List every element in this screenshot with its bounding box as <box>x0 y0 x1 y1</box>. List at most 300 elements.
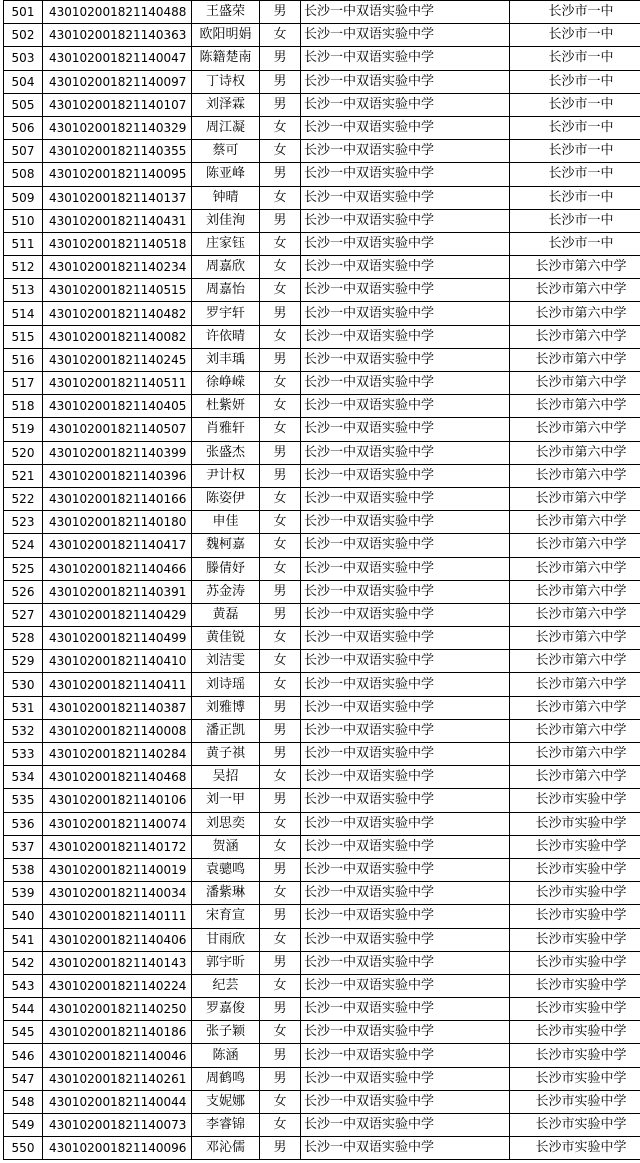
row-number-cell: 522 <box>4 487 43 510</box>
origin-school-cell: 长沙一中双语实验中学 <box>301 557 510 580</box>
table-row <box>4 627 640 650</box>
table-row <box>4 140 640 163</box>
row-number-cell: 520 <box>4 441 43 464</box>
table-row <box>4 905 640 928</box>
origin-school-cell: 长沙一中双语实验中学 <box>301 719 510 742</box>
admitted-school-cell: 长沙市第六中学 <box>510 325 640 348</box>
student-name-cell: 罗嘉俊 <box>192 998 260 1021</box>
row-number-cell: 510 <box>4 209 43 232</box>
table-row <box>4 534 640 557</box>
row-number-cell: 514 <box>4 302 43 325</box>
gender-cell: 男 <box>260 163 301 186</box>
origin-school-cell: 长沙一中双语实验中学 <box>301 93 510 116</box>
origin-school-cell: 长沙一中双语实验中学 <box>301 928 510 951</box>
student-id-cell: 430102001821140047 <box>43 47 192 70</box>
admitted-school-cell: 长沙市第六中学 <box>510 487 640 510</box>
table-row <box>4 487 640 510</box>
table-row <box>4 1 640 24</box>
gender-cell: 女 <box>260 372 301 395</box>
student-id-cell: 430102001821140406 <box>43 928 192 951</box>
student-id-cell: 430102001821140482 <box>43 302 192 325</box>
origin-school-cell: 长沙一中双语实验中学 <box>301 256 510 279</box>
gender-cell: 女 <box>260 650 301 673</box>
student-name-cell: 刘佳洵 <box>192 209 260 232</box>
gender-cell: 女 <box>260 882 301 905</box>
student-name-cell: 李睿锦 <box>192 1114 260 1137</box>
row-number-cell: 549 <box>4 1114 43 1137</box>
student-name-cell: 刘洁雯 <box>192 650 260 673</box>
student-id-cell: 430102001821140166 <box>43 487 192 510</box>
gender-cell: 男 <box>260 998 301 1021</box>
origin-school-cell: 长沙一中双语实验中学 <box>301 905 510 928</box>
student-id-cell: 430102001821140095 <box>43 163 192 186</box>
gender-cell: 男 <box>260 70 301 93</box>
gender-cell: 男 <box>260 93 301 116</box>
student-id-cell: 430102001821140466 <box>43 557 192 580</box>
table-row <box>4 464 640 487</box>
row-number-cell: 524 <box>4 534 43 557</box>
row-number-cell: 528 <box>4 627 43 650</box>
gender-cell: 男 <box>260 743 301 766</box>
student-name-cell: 宋育宣 <box>192 905 260 928</box>
admitted-school-cell: 长沙市实验中学 <box>510 1114 640 1137</box>
admitted-school-cell: 长沙市第六中学 <box>510 673 640 696</box>
row-number-cell: 535 <box>4 789 43 812</box>
admitted-school-cell: 长沙市实验中学 <box>510 998 640 1021</box>
table-row <box>4 209 640 232</box>
table-row <box>4 858 640 881</box>
gender-cell: 男 <box>260 302 301 325</box>
student-name-cell: 吴招 <box>192 766 260 789</box>
admitted-school-cell: 长沙市一中 <box>510 93 640 116</box>
table-row <box>4 348 640 371</box>
table-row <box>4 650 640 673</box>
gender-cell: 男 <box>260 719 301 742</box>
admitted-school-cell: 长沙市第六中学 <box>510 395 640 418</box>
gender-cell: 女 <box>260 673 301 696</box>
origin-school-cell: 长沙一中双语实验中学 <box>301 696 510 719</box>
student-id-cell: 430102001821140186 <box>43 1021 192 1044</box>
admitted-school-cell: 长沙市一中 <box>510 209 640 232</box>
table-row <box>4 256 640 279</box>
origin-school-cell: 长沙一中双语实验中学 <box>301 627 510 650</box>
student-id-cell: 430102001821140250 <box>43 998 192 1021</box>
origin-school-cell: 长沙一中双语实验中学 <box>301 998 510 1021</box>
student-name-cell: 黄磊 <box>192 603 260 626</box>
origin-school-cell: 长沙一中双语实验中学 <box>301 603 510 626</box>
table-row <box>4 1044 640 1067</box>
gender-cell: 女 <box>260 232 301 255</box>
gender-cell: 女 <box>260 511 301 534</box>
student-name-cell: 张子颖 <box>192 1021 260 1044</box>
student-name-cell: 杜紫妍 <box>192 395 260 418</box>
table-row <box>4 603 640 626</box>
admitted-school-cell: 长沙市一中 <box>510 1 640 24</box>
origin-school-cell: 长沙一中双语实验中学 <box>301 487 510 510</box>
admitted-school-cell: 长沙市第六中学 <box>510 719 640 742</box>
student-name-cell: 肖雅轩 <box>192 418 260 441</box>
table-row <box>4 70 640 93</box>
student-name-cell: 支妮娜 <box>192 1090 260 1113</box>
admitted-school-cell: 长沙市实验中学 <box>510 974 640 997</box>
admitted-school-cell: 长沙市实验中学 <box>510 858 640 881</box>
table-row <box>4 743 640 766</box>
student-name-cell: 刘丰瑀 <box>192 348 260 371</box>
row-number-cell: 519 <box>4 418 43 441</box>
admitted-school-cell: 长沙市实验中学 <box>510 1021 640 1044</box>
student-id-cell: 430102001821140008 <box>43 719 192 742</box>
origin-school-cell: 长沙一中双语实验中学 <box>301 858 510 881</box>
student-id-cell: 430102001821140468 <box>43 766 192 789</box>
gender-cell: 女 <box>260 279 301 302</box>
admitted-school-cell: 长沙市第六中学 <box>510 441 640 464</box>
admitted-school-cell: 长沙市实验中学 <box>510 835 640 858</box>
table-row <box>4 395 640 418</box>
origin-school-cell: 长沙一中双语实验中学 <box>301 534 510 557</box>
student-id-cell: 430102001821140431 <box>43 209 192 232</box>
gender-cell: 男 <box>260 464 301 487</box>
student-id-cell: 430102001821140507 <box>43 418 192 441</box>
admitted-school-cell: 长沙市一中 <box>510 47 640 70</box>
row-number-cell: 541 <box>4 928 43 951</box>
student-name-cell: 许依晴 <box>192 325 260 348</box>
origin-school-cell: 长沙一中双语实验中学 <box>301 464 510 487</box>
table-row <box>4 928 640 951</box>
gender-cell: 女 <box>260 928 301 951</box>
student-name-cell: 张盛杰 <box>192 441 260 464</box>
table-row <box>4 974 640 997</box>
row-number-cell: 511 <box>4 232 43 255</box>
origin-school-cell: 长沙一中双语实验中学 <box>301 163 510 186</box>
student-name-cell: 罗宇轩 <box>192 302 260 325</box>
table-row <box>4 1137 640 1160</box>
student-id-cell: 430102001821140096 <box>43 1137 192 1160</box>
table-row <box>4 812 640 835</box>
student-name-cell: 周江凝 <box>192 116 260 139</box>
gender-cell: 男 <box>260 348 301 371</box>
origin-school-cell: 长沙一中双语实验中学 <box>301 209 510 232</box>
gender-cell: 女 <box>260 534 301 557</box>
student-name-cell: 陈亚峰 <box>192 163 260 186</box>
origin-school-cell: 长沙一中双语实验中学 <box>301 1021 510 1044</box>
origin-school-cell: 长沙一中双语实验中学 <box>301 951 510 974</box>
table-row <box>4 24 640 47</box>
admitted-school-cell: 长沙市第六中学 <box>510 418 640 441</box>
student-name-cell: 刘雅博 <box>192 696 260 719</box>
student-id-cell: 430102001821140019 <box>43 858 192 881</box>
origin-school-cell: 长沙一中双语实验中学 <box>301 372 510 395</box>
row-number-cell: 502 <box>4 24 43 47</box>
student-id-cell: 430102001821140355 <box>43 140 192 163</box>
student-name-cell: 庄家钰 <box>192 232 260 255</box>
origin-school-cell: 长沙一中双语实验中学 <box>301 441 510 464</box>
student-name-cell: 陈涵 <box>192 1044 260 1067</box>
student-name-cell: 刘思奕 <box>192 812 260 835</box>
row-number-cell: 503 <box>4 47 43 70</box>
admitted-school-cell: 长沙市实验中学 <box>510 882 640 905</box>
origin-school-cell: 长沙一中双语实验中学 <box>301 1137 510 1160</box>
row-number-cell: 513 <box>4 279 43 302</box>
row-number-cell: 529 <box>4 650 43 673</box>
admitted-school-cell: 长沙市第六中学 <box>510 743 640 766</box>
student-name-cell: 徐峥嵘 <box>192 372 260 395</box>
table-row <box>4 372 640 395</box>
gender-cell: 女 <box>260 395 301 418</box>
table-row <box>4 1067 640 1090</box>
row-number-cell: 534 <box>4 766 43 789</box>
table-row <box>4 719 640 742</box>
student-name-cell: 蔡可 <box>192 140 260 163</box>
origin-school-cell: 长沙一中双语实验中学 <box>301 70 510 93</box>
origin-school-cell: 长沙一中双语实验中学 <box>301 418 510 441</box>
table-row <box>4 302 640 325</box>
student-id-cell: 430102001821140284 <box>43 743 192 766</box>
student-name-cell: 尹计权 <box>192 464 260 487</box>
student-id-cell: 430102001821140429 <box>43 603 192 626</box>
gender-cell: 女 <box>260 1090 301 1113</box>
student-id-cell: 430102001821140399 <box>43 441 192 464</box>
origin-school-cell: 长沙一中双语实验中学 <box>301 766 510 789</box>
student-name-cell: 贺涵 <box>192 835 260 858</box>
gender-cell: 女 <box>260 325 301 348</box>
student-id-cell: 430102001821140234 <box>43 256 192 279</box>
admitted-school-cell: 长沙市第六中学 <box>510 766 640 789</box>
admitted-school-cell: 长沙市第六中学 <box>510 534 640 557</box>
gender-cell: 女 <box>260 974 301 997</box>
student-id-cell: 430102001821140097 <box>43 70 192 93</box>
origin-school-cell: 长沙一中双语实验中学 <box>301 511 510 534</box>
admitted-school-cell: 长沙市实验中学 <box>510 1090 640 1113</box>
student-name-cell: 欧阳明娟 <box>192 24 260 47</box>
table-row <box>4 93 640 116</box>
row-number-cell: 504 <box>4 70 43 93</box>
origin-school-cell: 长沙一中双语实验中学 <box>301 1090 510 1113</box>
row-number-cell: 505 <box>4 93 43 116</box>
row-number-cell: 540 <box>4 905 43 928</box>
origin-school-cell: 长沙一中双语实验中学 <box>301 47 510 70</box>
gender-cell: 女 <box>260 186 301 209</box>
row-number-cell: 517 <box>4 372 43 395</box>
origin-school-cell: 长沙一中双语实验中学 <box>301 650 510 673</box>
table-row <box>4 1114 640 1137</box>
gender-cell: 男 <box>260 1067 301 1090</box>
admitted-school-cell: 长沙市第六中学 <box>510 580 640 603</box>
row-number-cell: 533 <box>4 743 43 766</box>
gender-cell: 男 <box>260 47 301 70</box>
row-number-cell: 536 <box>4 812 43 835</box>
table-row <box>4 418 640 441</box>
gender-cell: 男 <box>260 858 301 881</box>
student-name-cell: 魏柯嘉 <box>192 534 260 557</box>
student-id-cell: 430102001821140387 <box>43 696 192 719</box>
table-row <box>4 186 640 209</box>
student-id-cell: 430102001821140137 <box>43 186 192 209</box>
student-id-cell: 430102001821140396 <box>43 464 192 487</box>
gender-cell: 男 <box>260 789 301 812</box>
student-name-cell: 甘雨欣 <box>192 928 260 951</box>
student-name-cell: 周鹤鸣 <box>192 1067 260 1090</box>
gender-cell: 女 <box>260 418 301 441</box>
gender-cell: 男 <box>260 1044 301 1067</box>
student-id-cell: 430102001821140410 <box>43 650 192 673</box>
gender-cell: 女 <box>260 627 301 650</box>
student-id-cell: 430102001821140329 <box>43 116 192 139</box>
origin-school-cell: 长沙一中双语实验中学 <box>301 395 510 418</box>
origin-school-cell: 长沙一中双语实验中学 <box>301 974 510 997</box>
admitted-school-cell: 长沙市一中 <box>510 70 640 93</box>
table-row <box>4 441 640 464</box>
student-id-cell: 430102001821140488 <box>43 1 192 24</box>
table-row <box>4 557 640 580</box>
admitted-school-cell: 长沙市实验中学 <box>510 928 640 951</box>
origin-school-cell: 长沙一中双语实验中学 <box>301 140 510 163</box>
table-row <box>4 1090 640 1113</box>
origin-school-cell: 长沙一中双语实验中学 <box>301 116 510 139</box>
gender-cell: 男 <box>260 441 301 464</box>
student-name-cell: 黄子祺 <box>192 743 260 766</box>
admitted-school-cell: 长沙市第六中学 <box>510 302 640 325</box>
student-name-cell: 苏金涛 <box>192 580 260 603</box>
row-number-cell: 526 <box>4 580 43 603</box>
gender-cell: 男 <box>260 696 301 719</box>
table-row <box>4 232 640 255</box>
student-id-cell: 430102001821140143 <box>43 951 192 974</box>
gender-cell: 女 <box>260 487 301 510</box>
table-row <box>4 766 640 789</box>
student-id-cell: 430102001821140044 <box>43 1090 192 1113</box>
gender-cell: 男 <box>260 951 301 974</box>
origin-school-cell: 长沙一中双语实验中学 <box>301 835 510 858</box>
student-name-cell: 王盛荣 <box>192 1 260 24</box>
row-number-cell: 532 <box>4 719 43 742</box>
student-name-cell: 潘正凯 <box>192 719 260 742</box>
row-number-cell: 545 <box>4 1021 43 1044</box>
table-row <box>4 47 640 70</box>
student-id-cell: 430102001821140046 <box>43 1044 192 1067</box>
student-id-cell: 430102001821140391 <box>43 580 192 603</box>
table-row <box>4 580 640 603</box>
student-name-cell: 郭宇昕 <box>192 951 260 974</box>
admitted-school-cell: 长沙市第六中学 <box>510 650 640 673</box>
gender-cell: 男 <box>260 580 301 603</box>
origin-school-cell: 长沙一中双语实验中学 <box>301 1067 510 1090</box>
table-row <box>4 116 640 139</box>
gender-cell: 女 <box>260 116 301 139</box>
row-number-cell: 509 <box>4 186 43 209</box>
student-name-cell: 周嘉怡 <box>192 279 260 302</box>
gender-cell: 女 <box>260 766 301 789</box>
admitted-school-cell: 长沙市实验中学 <box>510 905 640 928</box>
student-id-cell: 430102001821140518 <box>43 232 192 255</box>
origin-school-cell: 长沙一中双语实验中学 <box>301 1044 510 1067</box>
student-id-cell: 430102001821140034 <box>43 882 192 905</box>
row-number-cell: 550 <box>4 1137 43 1160</box>
student-name-cell: 丁诗权 <box>192 70 260 93</box>
row-number-cell: 531 <box>4 696 43 719</box>
table-row <box>4 325 640 348</box>
student-id-cell: 430102001821140082 <box>43 325 192 348</box>
student-id-cell: 430102001821140180 <box>43 511 192 534</box>
table-row <box>4 279 640 302</box>
admitted-school-cell: 长沙市第六中学 <box>510 348 640 371</box>
gender-cell: 女 <box>260 256 301 279</box>
row-number-cell: 515 <box>4 325 43 348</box>
admitted-school-cell: 长沙市一中 <box>510 140 640 163</box>
gender-cell: 女 <box>260 140 301 163</box>
origin-school-cell: 长沙一中双语实验中学 <box>301 279 510 302</box>
admitted-school-cell: 长沙市第六中学 <box>510 603 640 626</box>
origin-school-cell: 长沙一中双语实验中学 <box>301 789 510 812</box>
gender-cell: 女 <box>260 812 301 835</box>
row-number-cell: 508 <box>4 163 43 186</box>
origin-school-cell: 长沙一中双语实验中学 <box>301 302 510 325</box>
admitted-school-cell: 长沙市一中 <box>510 116 640 139</box>
admitted-school-cell: 长沙市实验中学 <box>510 1044 640 1067</box>
admitted-school-cell: 长沙市第六中学 <box>510 696 640 719</box>
admitted-school-cell: 长沙市一中 <box>510 163 640 186</box>
student-name-cell: 袁骢鸣 <box>192 858 260 881</box>
origin-school-cell: 长沙一中双语实验中学 <box>301 24 510 47</box>
student-id-cell: 430102001821140417 <box>43 534 192 557</box>
row-number-cell: 507 <box>4 140 43 163</box>
student-name-cell: 陈姿伊 <box>192 487 260 510</box>
admitted-school-cell: 长沙市第六中学 <box>510 511 640 534</box>
admitted-school-cell: 长沙市一中 <box>510 232 640 255</box>
student-name-cell: 滕倩妤 <box>192 557 260 580</box>
row-number-cell: 506 <box>4 116 43 139</box>
student-name-cell: 潘紫琳 <box>192 882 260 905</box>
student-id-cell: 430102001821140499 <box>43 627 192 650</box>
admitted-school-cell: 长沙市一中 <box>510 186 640 209</box>
row-number-cell: 512 <box>4 256 43 279</box>
row-number-cell: 543 <box>4 974 43 997</box>
table-row <box>4 1021 640 1044</box>
student-id-cell: 430102001821140405 <box>43 395 192 418</box>
student-id-cell: 430102001821140106 <box>43 789 192 812</box>
student-name-cell: 刘泽霖 <box>192 93 260 116</box>
origin-school-cell: 长沙一中双语实验中学 <box>301 673 510 696</box>
admitted-school-cell: 长沙市第六中学 <box>510 557 640 580</box>
origin-school-cell: 长沙一中双语实验中学 <box>301 1114 510 1137</box>
admitted-school-cell: 长沙市第六中学 <box>510 256 640 279</box>
roster-body <box>4 1 640 1160</box>
admitted-school-cell: 长沙市实验中学 <box>510 1067 640 1090</box>
origin-school-cell: 长沙一中双语实验中学 <box>301 232 510 255</box>
origin-school-cell: 长沙一中双语实验中学 <box>301 743 510 766</box>
origin-school-cell: 长沙一中双语实验中学 <box>301 348 510 371</box>
row-number-cell: 547 <box>4 1067 43 1090</box>
origin-school-cell: 长沙一中双语实验中学 <box>301 1 510 24</box>
admitted-school-cell: 长沙市实验中学 <box>510 951 640 974</box>
admitted-school-cell: 长沙市第六中学 <box>510 627 640 650</box>
row-number-cell: 516 <box>4 348 43 371</box>
admitted-school-cell: 长沙市实验中学 <box>510 789 640 812</box>
student-id-cell: 430102001821140245 <box>43 348 192 371</box>
row-number-cell: 539 <box>4 882 43 905</box>
gender-cell: 女 <box>260 1021 301 1044</box>
gender-cell: 男 <box>260 1 301 24</box>
student-name-cell: 陈籍楚南 <box>192 47 260 70</box>
student-name-cell: 黄佳锐 <box>192 627 260 650</box>
table-row <box>4 696 640 719</box>
admitted-school-cell: 长沙市第六中学 <box>510 279 640 302</box>
gender-cell: 男 <box>260 1137 301 1160</box>
student-id-cell: 430102001821140074 <box>43 812 192 835</box>
row-number-cell: 530 <box>4 673 43 696</box>
student-name-cell: 周嘉欣 <box>192 256 260 279</box>
table-row <box>4 511 640 534</box>
student-name-cell: 邓沁儒 <box>192 1137 260 1160</box>
